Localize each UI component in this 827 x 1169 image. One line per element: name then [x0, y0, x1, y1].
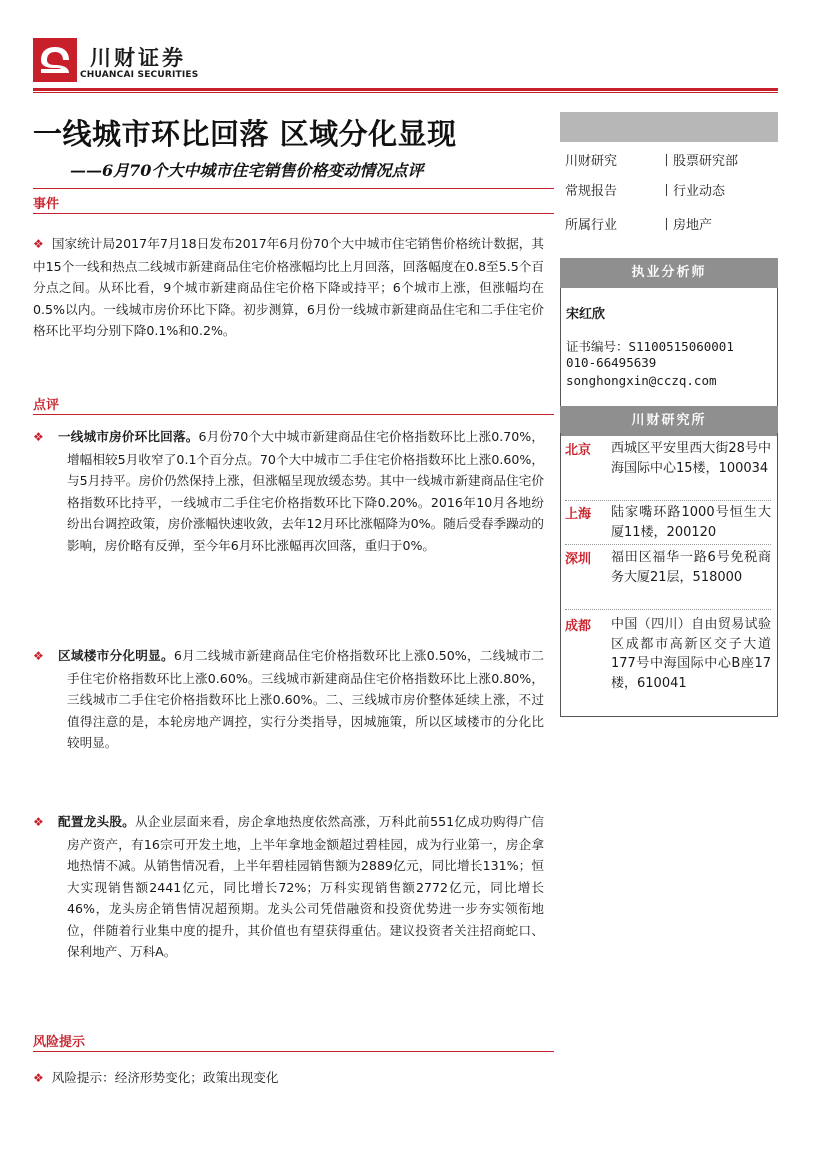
office-city-chengdu: 成都 [565, 619, 592, 634]
office-addr-shenzhen: 福田区福华一路6号免税商务大厦21层，518000 [611, 550, 771, 585]
diamond-bullet-icon: ❖ [33, 1071, 44, 1085]
office-city-shanghai: 上海 [565, 507, 592, 522]
section-divider [33, 1051, 554, 1052]
sidebar-top-bar [560, 112, 778, 142]
office-addr-beijing: 西城区平安里西大街28号中海国际中心15楼，100034 [611, 441, 771, 476]
office-addr-shanghai: 陆家嘴环路1000号恒生大厦11楼，200120 [611, 505, 771, 540]
office-divider [565, 500, 771, 501]
office-band: 川财研究所 [560, 406, 778, 436]
report-subtitle: ——6月70个大中城市住宅销售价格变动情况点评 [70, 161, 424, 180]
info-row-research: 川财研究 丨股票研究部 [565, 154, 739, 169]
section-divider [33, 213, 554, 214]
section-head-risk: 风险提示 [33, 1035, 86, 1050]
analyst-cert: 证书编号：S1100515060001 [566, 339, 734, 354]
section-head-event: 事件 [33, 197, 60, 212]
office-city-beijing: 北京 [565, 443, 592, 458]
analyst-band: 执业分析师 [560, 258, 778, 288]
diamond-bullet-icon: ❖ [33, 815, 44, 829]
report-title: 一线城市环比回落 区域分化显现 [33, 117, 457, 151]
title-divider [33, 188, 554, 189]
section-head-comment: 点评 [33, 398, 60, 413]
office-addr-chengdu: 中国（四川）自由贸易试验区成都市高新区交子大道177号中海国际中心B座17楼，610041 [611, 617, 771, 691]
diamond-bullet-icon: ❖ [33, 430, 44, 444]
logo-text-en: CHUANCAI SECURITIES [80, 70, 199, 80]
logo-mark-icon [33, 38, 77, 82]
office-divider [565, 609, 771, 610]
analyst-email[interactable]: songhongxin@cczq.com [566, 373, 717, 388]
info-row-industry: 所属行业 丨房地产 [565, 218, 713, 233]
comment-paragraph-3: ❖ 配置龙头股。从企业层面来看，房企拿地热度依然高涨，万科此前551亿成功购得广信房产资产，有16宗可开发土地，上半年拿地金额超过碧桂园，成为行业第一，房企拿地热情不减。从销售情况看，上半年碧桂园销售额为2889亿元，同比增长131%；恒大实现销售额2441亿元，同比增长72%；万科实现销售额2772亿元，同比增长46%，龙头房企销售情况超预期。龙头公司凭借融资和投资优势进一步夯实领衔地位，伴随着行业集中度的提升，其价值也有望获得重估。建议投资者关注招商蛇口、保利地产、万科A。 [33, 814, 544, 959]
info-row-report-type: 常规报告 丨行业动态 [565, 184, 726, 199]
office-city-shenzhen: 深圳 [565, 552, 592, 567]
comment-paragraph-1: ❖ 一线城市房价环比回落。6月份70个大中城市新建商品住宅价格指数环比上涨0.70%，增幅相较5月收窄了0.1个百分点。70个大中城市二手住宅价格指数环比上涨0.60%，与5月持平。房价仍然保持上涨，但涨幅呈现放缓态势。其中一线城市新建商品住宅价格指数环比持平，一线城市二手住宅价格指数环比下降0.20%。2016年10月各地纷纷出台调控政策，房价涨幅快速收敛，去年12月环比涨幅降为0%。随后受春季躁动的影响，房价略有反弹，至今年6月环比涨幅再次回落，重归于0%。 [33, 429, 545, 553]
header-rule-thin [33, 92, 778, 93]
office-divider [565, 544, 771, 545]
comment-paragraph-2: ❖ 区域楼市分化明显。6月二线城市新建商品住宅价格指数环比上涨0.50%，二线城市二手住宅价格指数环比上涨0.60%。三线城市新建商品住宅价格指数环比上涨0.80%，三线城市二手住宅价格指数环比上涨0.60%。二、三线城市房价整体延续上涨，不过值得注意的是，本轮房地产调控，实行分类指导，因城施策，所以区域楼市的分化比较明显。 [33, 648, 545, 750]
analyst-name: 宋红欣 [566, 307, 606, 322]
company-logo [33, 38, 77, 82]
risk-paragraph: ❖ 风险提示：经济形势变化；政策出现变化 [33, 1070, 279, 1085]
logo-text-cn: 川财证券 [90, 46, 186, 70]
event-paragraph: ❖ 国家统计局2017年7月18日发布2017年6月份70个大中城市住宅销售价格统计数据，其中15个一线和热点二线城市新建商品住宅价格涨幅均比上月回落，回落幅度在0.8至5.5个百分点之间。从环比看，9个城市新建商品住宅价格下降或持平；6个城市上涨，但涨幅均在0.5%以内。一线城市房价环比下降。初步测算，6月份一线城市新建商品住宅和二手住宅价格环比平均分别下降0.1%和0.2%。 [33, 236, 544, 338]
analyst-phone: 010-66495639 [566, 355, 657, 370]
diamond-bullet-icon: ❖ [33, 237, 44, 251]
diamond-bullet-icon: ❖ [33, 649, 45, 663]
section-divider [33, 414, 554, 415]
header-rule [33, 88, 778, 91]
